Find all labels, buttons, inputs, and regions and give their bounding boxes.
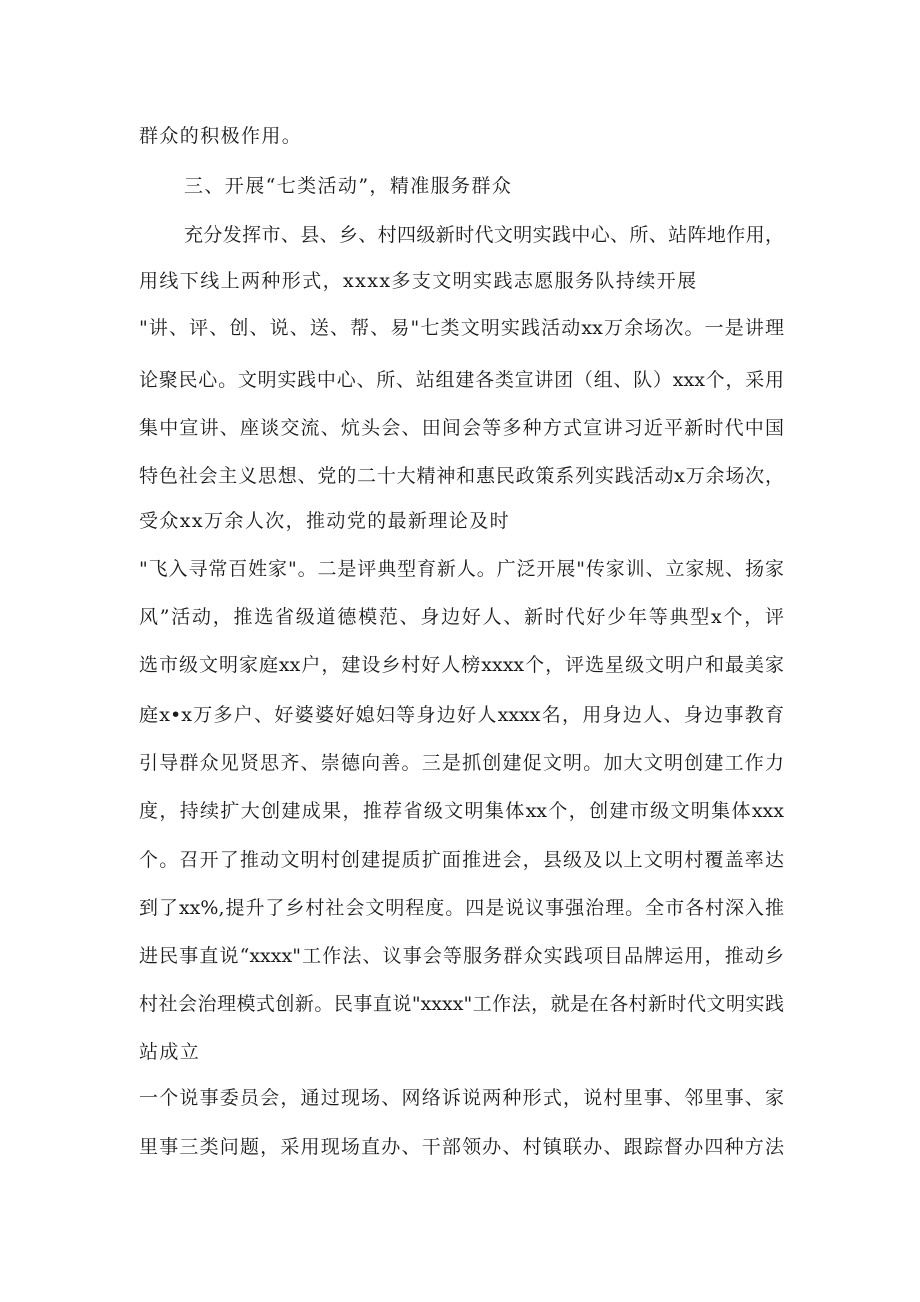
- text-line: 选市级文明家庭xx户，建设乡村好人榜xxxx个，评选星级文明户和最美家: [139, 654, 784, 676]
- text-line: "飞入寻常百姓家"。二是评典型育新人。广泛开展"传家训、立家规、扬家: [139, 558, 784, 580]
- text-line: 充分发挥市、县、乡、村四级新时代文明实践中心、所、站阵地作用，: [184, 224, 784, 246]
- text-line: 庭x•x万多户、好婆婆好媳妇等身边好人xxxx名，用身边人、身边事教育: [139, 704, 784, 726]
- text-line: 到了xx%,提升了乡村社会文明程度。四是说议事强治理。全市各村深入推: [139, 897, 784, 919]
- text-line: 受众xx万余人次，推动党的最新理论及时: [139, 510, 511, 532]
- text-line: 度，持续扩大创建成果，推荐省级文明集体xx个，创建市级文明集体xxx: [139, 800, 784, 822]
- text-line: 风”活动，推选省级道德模范、身边好人、新时代好少年等典型x个，评: [139, 606, 784, 628]
- text-line: 引导群众见贤思齐、崇德向善。三是抓创建促文明。加大文明创建工作力: [139, 752, 784, 774]
- text-line: 里事三类问题，采用现场直办、干部领办、村镇联办、跟踪督办四种方法: [139, 1136, 784, 1158]
- text-line: 村社会治理模式创新。民事直说"xxxx"工作法，就是在各村新时代文明实践: [139, 993, 784, 1015]
- text-line: 群众的积极作用。: [139, 125, 303, 147]
- text-line: 站成立: [139, 1041, 201, 1063]
- text-line: 用线下线上两种形式，xxxx多支文明实践志愿服务队持续开展: [139, 270, 698, 292]
- text-line: 进民事直说“xxxx"工作法、议事会等服务群众实践项目品牌运用，推动乡: [139, 945, 784, 967]
- text-line: 个。召开了推动文明村创建提质扩面推进会，县级及以上文明村覆盖率达: [139, 849, 784, 871]
- section-heading: 三、开展“七类活动”，精准服务群众: [184, 175, 513, 197]
- text-line: 论聚民心。文明实践中心、所、站组建各类宣讲团（组、队）xxx个，采用: [139, 369, 784, 391]
- text-line: "讲、评、创、说、送、帮、易"七类文明实践活动xx万余场次。一是讲理: [139, 317, 784, 339]
- text-line: 集中宣讲、座谈交流、炕头会、田间会等多种方式宣讲习近平新时代中国: [139, 417, 784, 439]
- text-line: 一个说事委员会，通过现场、网络诉说两种形式，说村里事、邻里事、家: [139, 1087, 784, 1109]
- text-line: 特色社会主义思想、党的二十大精神和惠民政策系列实践活动x万余场次，: [139, 465, 784, 487]
